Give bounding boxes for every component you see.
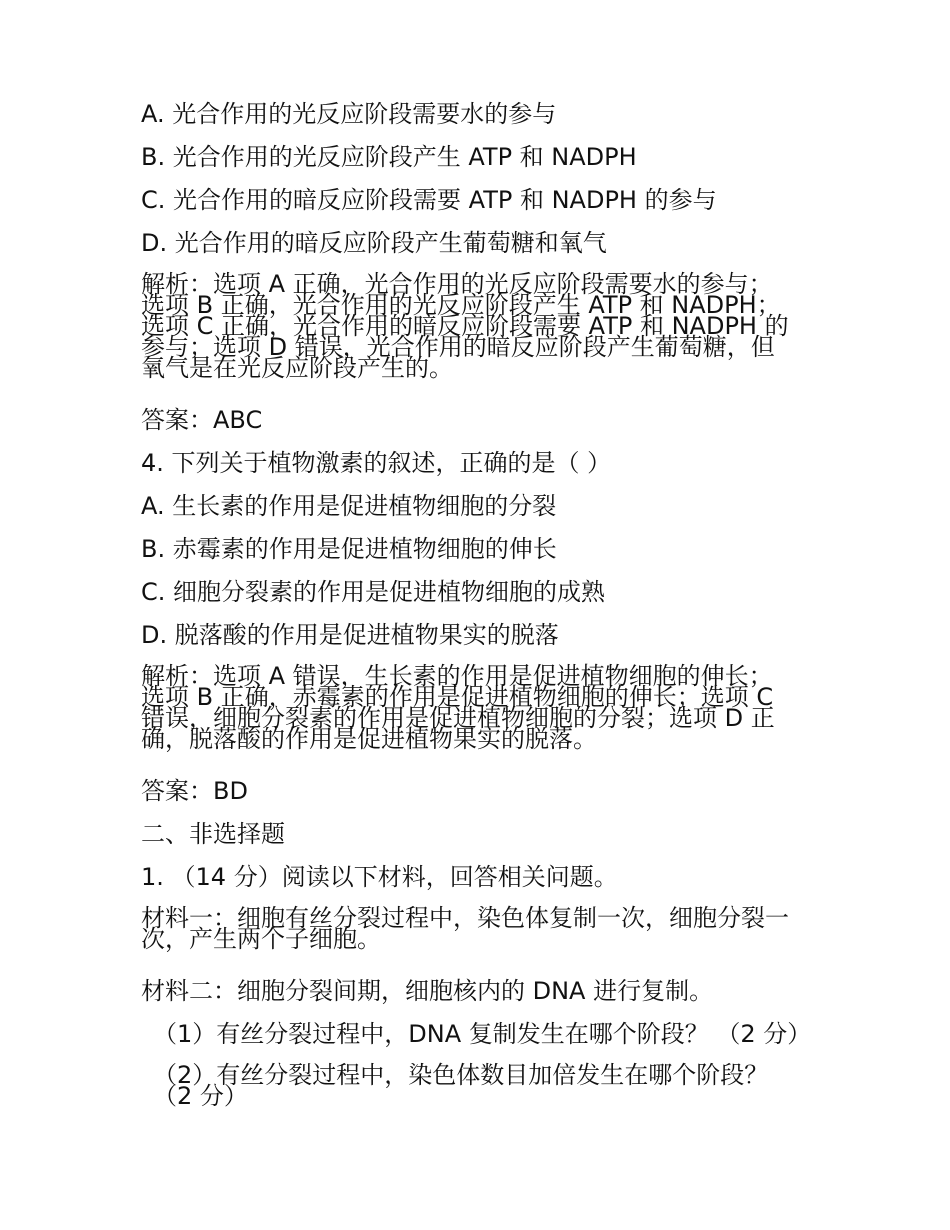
q3-option-d: D. 光合作用的暗反应阶段产生葡萄糖和氧气 xyxy=(141,229,607,257)
document-page xyxy=(141,98,811,1132)
q3-analysis-line: 氧气是在光反应阶段产生的。 xyxy=(141,354,453,382)
sub-question-2 xyxy=(141,1061,811,1115)
q3-analysis xyxy=(141,270,811,387)
q4-option-b: B. 赤霉素的作用是促进植物细胞的伸长 xyxy=(141,535,557,563)
section-heading: 二、非选择题 xyxy=(141,820,285,848)
q3-analysis-line: 解析：选项 A 正确，光合作用的光反应阶段需要水的参与； xyxy=(141,270,773,298)
q3-option-b: B. 光合作用的光反应阶段产生 ATP 和 NADPH xyxy=(141,143,637,171)
q3-option-c: C. 光合作用的暗反应阶段需要 ATP 和 NADPH 的参与 xyxy=(141,186,717,214)
material-2: 材料二：细胞分裂间期，细胞核内的 DNA 进行复制。 xyxy=(141,977,714,1005)
q3-option-a: A. 光合作用的光反应阶段需要水的参与 xyxy=(141,100,557,128)
material-1-line: 次，产生两个子细胞。 xyxy=(141,925,381,953)
q3-analysis-line: 选项 B 正确，光合作用的光反应阶段产生 ATP 和 NADPH； xyxy=(141,291,781,319)
sub-question-2-line: （2）有丝分裂过程中，染色体数目加倍发生在哪个阶段？ xyxy=(153,1061,769,1089)
q4-analysis-line: 解析：选项 A 错误，生长素的作用是促进植物细胞的伸长； xyxy=(141,662,773,690)
q4-analysis-line: 确，脱落酸的作用是促进植物果实的脱落。 xyxy=(141,725,597,753)
q4-option-d: D. 脱落酸的作用是促进植物果实的脱落 xyxy=(141,621,559,649)
q3-analysis-line: 参与；选项 D 错误，光合作用的暗反应阶段产生葡萄糖，但 xyxy=(141,333,775,361)
q4-option-c: C. 细胞分裂素的作用是促进植物细胞的成熟 xyxy=(141,578,606,606)
q4-answer: 答案：BD xyxy=(141,777,248,805)
material-1 xyxy=(141,904,811,958)
q3-answer: 答案：ABC xyxy=(141,406,263,434)
q4-question: 4. 下列关于植物激素的叙述，正确的是（ ） xyxy=(141,449,612,477)
sub-question-1: （1）有丝分裂过程中，DNA 复制发生在哪个阶段？ （2 分） xyxy=(153,1020,812,1048)
sub-question-2-line: （2 分） xyxy=(153,1082,248,1110)
q4-analysis-line: 选项 B 正确，赤霉素的作用是促进植物细胞的伸长；选项 C xyxy=(141,683,774,711)
material-1-line: 材料一：细胞有丝分裂过程中，染色体复制一次，细胞分裂一 xyxy=(141,904,789,932)
q4-option-a: A. 生长素的作用是促进植物细胞的分裂 xyxy=(141,492,557,520)
q3-analysis-line: 选项 C 正确，光合作用的暗反应阶段需要 ATP 和 NADPH 的 xyxy=(141,312,789,340)
section2-question-1: 1. （14 分）阅读以下材料，回答相关问题。 xyxy=(141,863,618,891)
q4-analysis-line: 错误，细胞分裂素的作用是促进植物细胞的分裂；选项 D 正 xyxy=(141,704,775,732)
q4-analysis xyxy=(141,662,811,758)
